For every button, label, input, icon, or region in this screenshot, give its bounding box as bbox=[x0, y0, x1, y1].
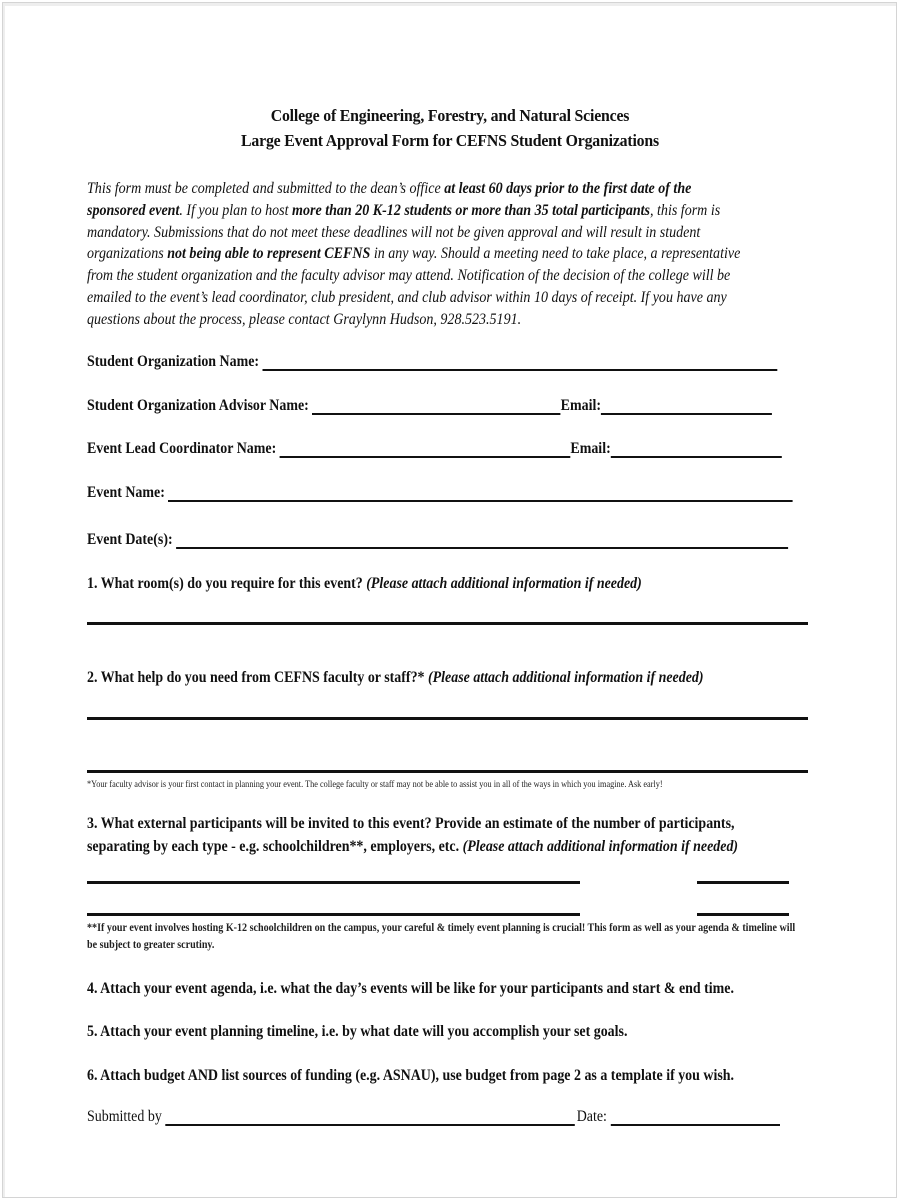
org-name-field bbox=[87, 353, 777, 371]
intro-text-3: , this form is mandatory. Submissions that do not meet these deadlines will not be given approval and will result in student organizations bbox=[87, 201, 721, 263]
question-3-footnote: **If your event involves hosting K-12 schoolchildren on the campus, your careful & timely event planning is crucial! This form as well as your agenda & timeline will be subject to greater scrutiny. bbox=[87, 922, 796, 951]
intro-text-4: in any way. Should a meeting need to take place, a representative from the student organization and the faculty advisor may attend. Notification of the decision of the college will be emailed to the event’s lead coordinator, club president, and club advisor within 10 days of receipt. If you have any questions about the process, please contact Graylynn Hudson, 928.523.5191. bbox=[87, 245, 741, 328]
org-name-input[interactable] bbox=[263, 353, 778, 371]
question-1-answer-line[interactable] bbox=[87, 622, 808, 625]
coordinator-name-label: Event Lead Coordinator Name: bbox=[87, 440, 277, 457]
participant-type-line-1[interactable] bbox=[87, 881, 580, 884]
date-input[interactable] bbox=[611, 1108, 780, 1126]
question-2-footnote: *Your faculty advisor is your first contact in planning your event. The college faculty or staff may not be able to assist you in all of the ways in which you imagine. Ask early! bbox=[87, 779, 663, 790]
submitted-by-input[interactable] bbox=[165, 1108, 575, 1126]
advisor-email-input[interactable] bbox=[601, 397, 772, 415]
question-3-line-2: separating by each type - e.g. schoolchildren**, employers, etc. bbox=[87, 838, 463, 855]
event-dates-input[interactable] bbox=[176, 531, 788, 549]
question-1-note: (Please attach additional information if needed) bbox=[366, 575, 642, 592]
question-4: 4. Attach your event agenda, i.e. what the day’s events will be like for your participants and start & end time. bbox=[87, 980, 734, 997]
intro-text-2: . If you plan to host bbox=[179, 201, 293, 219]
intro-bold-deadline: at least 60 days prior to the first date of the sponsored event bbox=[87, 180, 692, 219]
advisor-field bbox=[87, 397, 772, 415]
coordinator-email-label: Email: bbox=[570, 440, 611, 457]
event-name-field bbox=[87, 484, 793, 502]
participant-type-line-2[interactable] bbox=[87, 913, 580, 916]
question-1 bbox=[87, 575, 642, 593]
question-5: 5. Attach your event planning timeline, i.e. by what date will you accomplish your set goals. bbox=[87, 1023, 628, 1040]
question-3-line-1: 3. What external participants will be invited to this event? Provide an estimate of the number of participants, bbox=[87, 815, 735, 832]
question-2 bbox=[87, 669, 704, 687]
college-title: College of Engineering, Forestry, and Natural Sciences bbox=[270, 106, 630, 125]
intro-bold-consequence: not being able to represent CEFNS bbox=[167, 245, 371, 263]
event-name-input[interactable] bbox=[168, 484, 793, 502]
advisor-email-label: Email: bbox=[560, 397, 601, 414]
event-dates-field bbox=[87, 531, 788, 549]
submitted-by-label: Submitted by bbox=[87, 1108, 162, 1125]
date-label: Date: bbox=[576, 1108, 607, 1125]
question-2-answer-line-1[interactable] bbox=[87, 717, 808, 720]
question-3-note: (Please attach additional information if needed) bbox=[462, 838, 739, 855]
event-dates-label: Event Date(s): bbox=[87, 531, 173, 548]
intro-paragraph bbox=[87, 178, 753, 331]
intro-text-1: This form must be completed and submitted to the dean’s office bbox=[87, 180, 445, 197]
question-1-text: 1. What room(s) do you require for this event? bbox=[87, 575, 367, 592]
event-name-label: Event Name: bbox=[87, 484, 165, 501]
participant-count-line-2[interactable] bbox=[697, 913, 789, 916]
coordinator-name-input[interactable] bbox=[280, 440, 571, 458]
question-2-answer-line-2[interactable] bbox=[87, 770, 808, 773]
signature-row bbox=[87, 1108, 780, 1126]
org-name-label: Student Organization Name: bbox=[87, 353, 260, 370]
participant-count-line-1[interactable] bbox=[697, 881, 789, 884]
question-6: 6. Attach budget AND list sources of funding (e.g. ASNAU), use budget from page 2 as a template if you wish. bbox=[87, 1067, 735, 1084]
question-2-text: 2. What help do you need from CEFNS faculty or staff?* bbox=[87, 669, 429, 686]
advisor-name-label: Student Organization Advisor Name: bbox=[87, 397, 309, 414]
coordinator-field bbox=[87, 440, 782, 458]
intro-bold-threshold: more than 20 K-12 students or more than 35 total participants bbox=[292, 201, 651, 219]
question-3 bbox=[87, 812, 738, 858]
form-title: Large Event Approval Form for CEFNS Student Organizations bbox=[241, 131, 659, 150]
coordinator-email-input[interactable] bbox=[611, 440, 782, 458]
advisor-name-input[interactable] bbox=[312, 397, 560, 415]
question-2-note: (Please attach additional information if needed) bbox=[428, 669, 704, 686]
